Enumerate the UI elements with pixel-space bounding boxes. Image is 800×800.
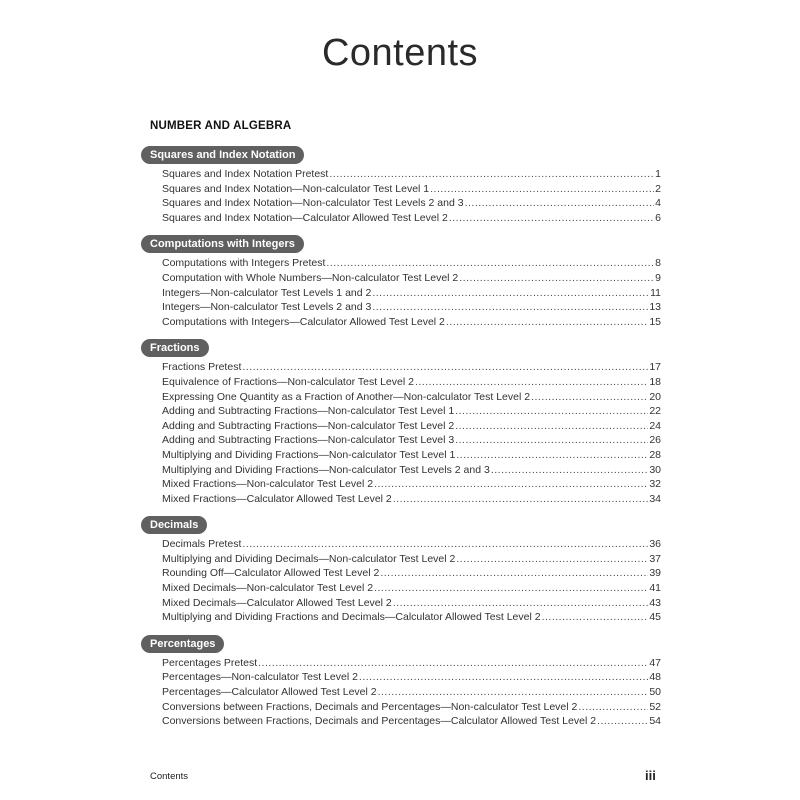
toc-entry-page-number: 26 bbox=[649, 434, 661, 447]
dot-leader bbox=[531, 390, 648, 405]
dot-leader bbox=[542, 610, 649, 625]
toc-entry-title: Adding and Subtracting Fractions—Non-calculator Test Level 3 bbox=[162, 434, 455, 447]
toc-entry[interactable] bbox=[162, 300, 661, 315]
toc-entry-page-number: 41 bbox=[649, 582, 661, 595]
toc-entry-page-number: 45 bbox=[649, 611, 661, 624]
dot-leader bbox=[242, 537, 648, 552]
toc-entry[interactable] bbox=[162, 433, 661, 448]
toc-entry-title: Adding and Subtracting Fractions—Non-calculator Test Level 1 bbox=[162, 405, 455, 418]
page-title: Contents bbox=[321, 32, 479, 74]
toc-entry[interactable] bbox=[162, 167, 661, 182]
toc-entry[interactable] bbox=[162, 404, 661, 419]
toc-entry[interactable] bbox=[162, 477, 661, 492]
dot-leader bbox=[455, 433, 648, 448]
toc-entry-list bbox=[141, 256, 661, 329]
toc-entry-page-number: 50 bbox=[649, 686, 661, 699]
toc-entry-page-number: 52 bbox=[649, 700, 661, 713]
toc-section bbox=[141, 338, 661, 506]
toc-entry-page-number: 32 bbox=[649, 478, 661, 491]
toc-entry[interactable] bbox=[162, 271, 661, 286]
toc-entry-page-number: 2 bbox=[655, 182, 661, 195]
toc-entry-title: Squares and Index Notation Pretest bbox=[162, 168, 329, 180]
toc-section bbox=[141, 634, 661, 729]
toc-entry[interactable] bbox=[162, 360, 661, 375]
toc-entry-page-number: 4 bbox=[655, 197, 661, 210]
toc-entry-title: Mixed Fractions—Non-calculator Test Level 2 bbox=[162, 478, 374, 491]
toc-entry[interactable] bbox=[162, 448, 661, 463]
toc-entry-page-number: 30 bbox=[649, 463, 661, 476]
toc-entry[interactable] bbox=[162, 211, 661, 226]
toc-section bbox=[141, 145, 661, 225]
dot-leader bbox=[430, 182, 654, 197]
footer-page-number: iii bbox=[645, 768, 656, 783]
toc-entry[interactable] bbox=[162, 610, 661, 625]
toc-entry-title: Computations with Integers—Calculator Allowed Test Level 2 bbox=[162, 315, 445, 328]
toc-entry-page-number: 17 bbox=[649, 361, 661, 374]
toc-entry-title: Decimals Pretest bbox=[162, 538, 242, 551]
toc-entry[interactable] bbox=[162, 196, 661, 211]
toc-entry[interactable] bbox=[162, 419, 661, 434]
dot-leader bbox=[374, 581, 648, 596]
toc-entry[interactable] bbox=[162, 182, 661, 197]
toc-entry-page-number: 24 bbox=[649, 419, 661, 432]
toc-entry-title: Multiplying and Dividing Decimals—Non-calculator Test Level 2 bbox=[162, 552, 456, 565]
dot-leader bbox=[449, 211, 654, 226]
toc-entry[interactable] bbox=[162, 375, 661, 390]
toc-entry-page-number: 36 bbox=[649, 538, 661, 551]
toc-entry-page-number: 28 bbox=[649, 448, 661, 461]
section-heading-pill: Fractions bbox=[141, 339, 209, 357]
dot-leader bbox=[393, 492, 649, 507]
dot-leader bbox=[258, 656, 648, 671]
toc-entry-title: Integers—Non-calculator Test Levels 2 and 3 bbox=[162, 301, 372, 314]
dot-leader bbox=[459, 271, 654, 286]
section-heading-pill: Squares and Index Notation bbox=[141, 146, 304, 164]
toc-entry-list bbox=[141, 360, 661, 506]
dot-leader bbox=[456, 448, 648, 463]
toc-entry-title: Squares and Index Notation—Non-calculator Test Level 1 bbox=[162, 182, 430, 195]
dot-leader bbox=[380, 566, 648, 581]
toc-section bbox=[141, 234, 661, 329]
toc-entry-title: Conversions between Fractions, Decimals and Percentages—Calculator Allowed Test Level 2 bbox=[162, 715, 597, 728]
toc-entry[interactable] bbox=[162, 714, 661, 729]
toc-entry-page-number: 18 bbox=[649, 375, 661, 388]
toc-entry-page-number: 47 bbox=[649, 656, 661, 669]
toc-entry-page-number: 9 bbox=[655, 271, 661, 284]
dot-leader bbox=[446, 315, 648, 330]
toc-entry-page-number: 11 bbox=[650, 286, 661, 299]
dot-leader bbox=[597, 714, 648, 729]
toc-entry-page-number: 54 bbox=[649, 715, 661, 728]
toc-entry-list bbox=[141, 656, 661, 729]
dot-leader bbox=[372, 286, 649, 301]
toc-entry[interactable] bbox=[162, 685, 661, 700]
toc-entry-title: Percentages Pretest bbox=[162, 656, 258, 669]
toc-entry-title: Mixed Decimals—Non-calculator Test Level 2 bbox=[162, 582, 374, 595]
toc-entry-page-number: 8 bbox=[655, 257, 661, 270]
toc-entry[interactable] bbox=[162, 537, 661, 552]
toc-entry-page-number: 6 bbox=[655, 211, 661, 224]
toc-entry[interactable] bbox=[162, 581, 661, 596]
dot-leader bbox=[359, 670, 648, 685]
dot-leader bbox=[578, 700, 648, 715]
dot-leader bbox=[456, 552, 648, 567]
toc-entry[interactable] bbox=[162, 286, 661, 301]
toc-entry-title: Equivalence of Fractions—Non-calculator Test Level 2 bbox=[162, 375, 414, 388]
table-of-contents bbox=[141, 145, 661, 738]
dot-leader bbox=[455, 419, 648, 434]
section-heading-pill: Decimals bbox=[141, 516, 207, 534]
dot-leader bbox=[378, 685, 649, 700]
toc-entry-title: Computations with Integers Pretest bbox=[162, 257, 326, 270]
dot-leader bbox=[465, 196, 655, 211]
dot-leader bbox=[415, 375, 648, 390]
toc-entry-page-number: 13 bbox=[649, 301, 661, 314]
toc-entry-title: Mixed Decimals—Calculator Allowed Test Level 2 bbox=[162, 596, 392, 609]
toc-entry[interactable] bbox=[162, 596, 661, 611]
toc-entry-title: Mixed Fractions—Calculator Allowed Test Level 2 bbox=[162, 492, 392, 505]
dot-leader bbox=[372, 300, 648, 315]
toc-entry-page-number: 37 bbox=[649, 552, 661, 565]
toc-entry-page-number: 15 bbox=[649, 315, 661, 328]
toc-entry-title: Multiplying and Dividing Fractions—Non-calculator Test Level 1 bbox=[162, 448, 456, 461]
toc-entry-title: Squares and Index Notation—Non-calculator Test Levels 2 and 3 bbox=[162, 197, 464, 210]
dot-leader bbox=[242, 360, 648, 375]
toc-entry[interactable] bbox=[162, 552, 661, 567]
toc-entry-page-number: 22 bbox=[649, 405, 661, 418]
toc-entry-page-number: 39 bbox=[649, 567, 661, 580]
dot-leader bbox=[374, 477, 648, 492]
toc-entry[interactable] bbox=[162, 315, 661, 330]
toc-entry-title: Integers—Non-calculator Test Levels 1 and 2 bbox=[162, 286, 372, 299]
toc-entry-list bbox=[141, 167, 661, 225]
toc-entry-page-number: 34 bbox=[649, 492, 661, 505]
toc-entry-title: Adding and Subtracting Fractions—Non-calculator Test Level 2 bbox=[162, 419, 455, 432]
dot-leader bbox=[329, 167, 654, 182]
toc-entry-list bbox=[141, 537, 661, 625]
toc-section bbox=[141, 515, 661, 625]
dot-leader bbox=[491, 463, 649, 478]
toc-entry-title: Percentages—Calculator Allowed Test Level 2 bbox=[162, 686, 377, 699]
dot-leader bbox=[326, 256, 654, 271]
toc-entry-page-number: 43 bbox=[649, 596, 661, 609]
toc-entry-page-number: 1 bbox=[655, 168, 661, 180]
toc-entry-page-number: 48 bbox=[649, 671, 661, 684]
part-heading: NUMBER AND ALGEBRA bbox=[150, 120, 292, 132]
toc-entry-title: Conversions between Fractions, Decimals and Percentages—Non-calculator Test Level 2 bbox=[162, 700, 578, 713]
toc-entry-title: Percentages—Non-calculator Test Level 2 bbox=[162, 671, 358, 684]
toc-entry-title: Computation with Whole Numbers—Non-calculator Test Level 2 bbox=[162, 271, 459, 284]
toc-entry-page-number: 20 bbox=[649, 390, 661, 403]
toc-entry[interactable] bbox=[162, 700, 661, 715]
toc-entry[interactable] bbox=[162, 566, 661, 581]
toc-entry[interactable] bbox=[162, 670, 661, 685]
dot-leader bbox=[455, 404, 648, 419]
toc-entry-title: Squares and Index Notation—Calculator Allowed Test Level 2 bbox=[162, 211, 448, 224]
toc-entry-title: Multiplying and Dividing Fractions and Decimals—Calculator Allowed Test Level 2 bbox=[162, 611, 541, 624]
section-heading-pill: Percentages bbox=[141, 635, 224, 653]
toc-entry-title: Rounding Off—Calculator Allowed Test Level 2 bbox=[162, 567, 380, 580]
toc-entry[interactable] bbox=[162, 656, 661, 671]
dot-leader bbox=[393, 596, 649, 611]
toc-entry-title: Multiplying and Dividing Fractions—Non-calculator Test Levels 2 and 3 bbox=[162, 463, 490, 476]
toc-entry-title: Fractions Pretest bbox=[162, 361, 242, 374]
toc-entry[interactable] bbox=[162, 256, 661, 271]
toc-entry[interactable] bbox=[162, 492, 661, 507]
section-heading-pill: Computations with Integers bbox=[141, 235, 304, 253]
toc-entry[interactable] bbox=[162, 390, 661, 405]
toc-entry[interactable] bbox=[162, 463, 661, 478]
toc-entry-title: Expressing One Quantity as a Fraction of Another—Non-calculator Test Level 2 bbox=[162, 390, 531, 403]
footer-label: Contents bbox=[150, 771, 189, 782]
